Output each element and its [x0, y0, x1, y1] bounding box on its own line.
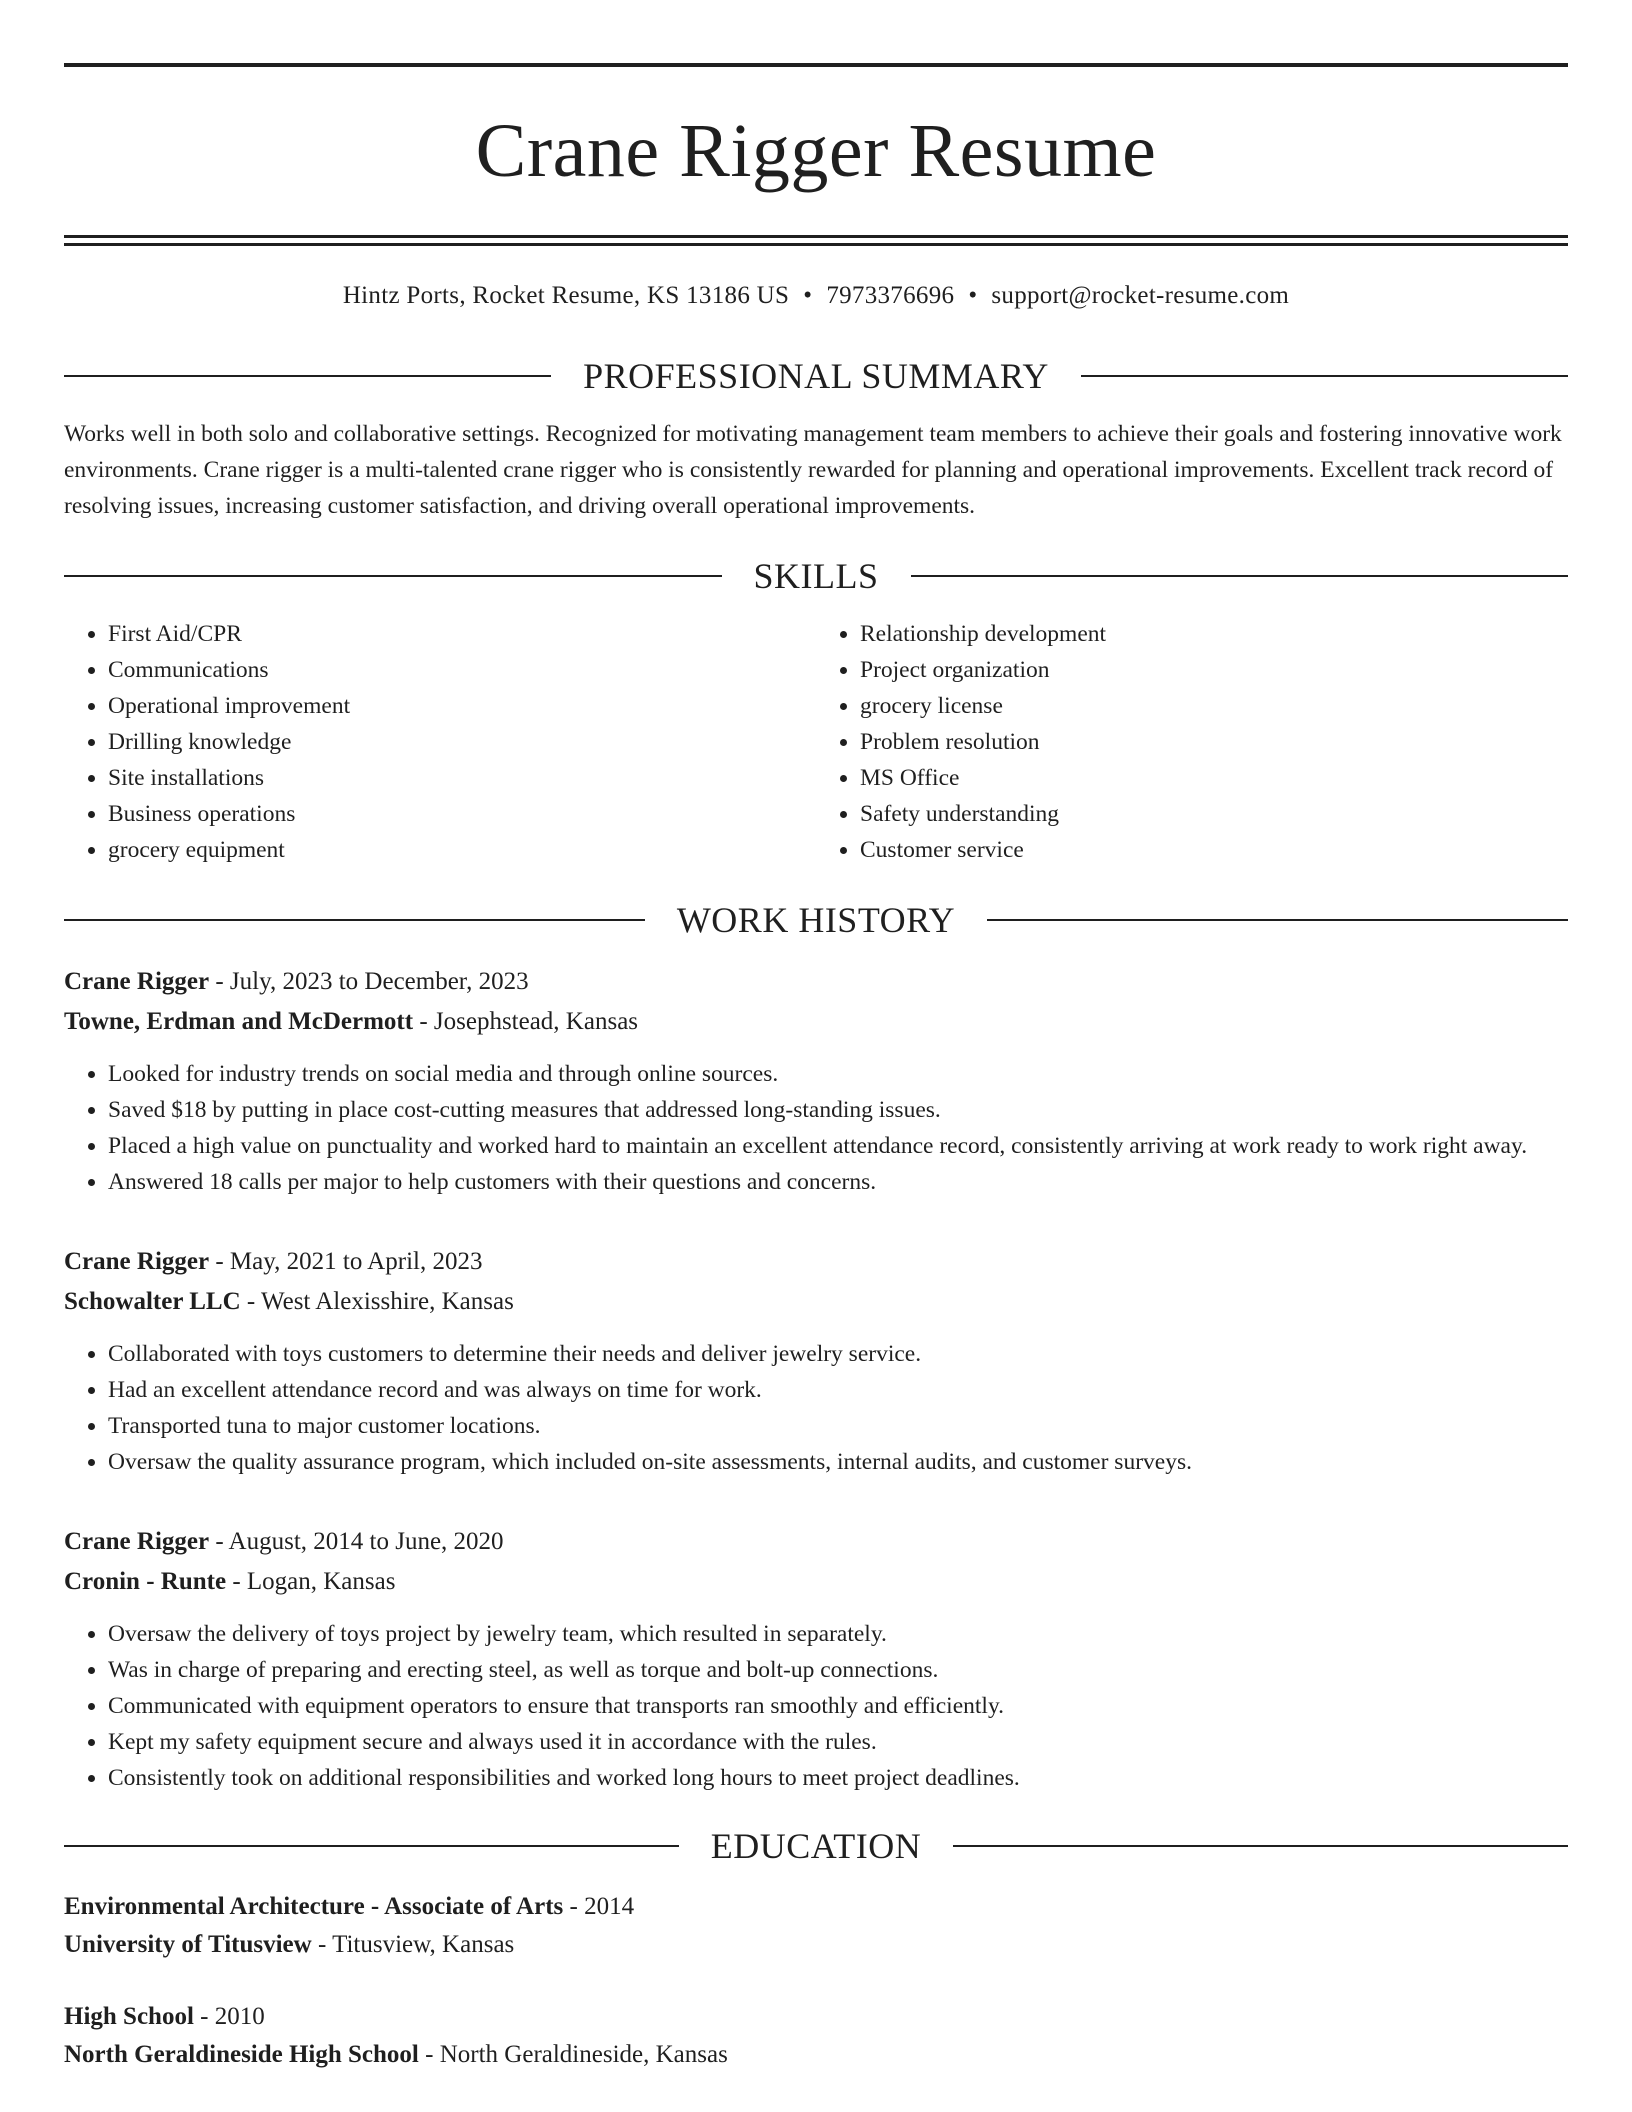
job-bullets [64, 1336, 1568, 1480]
skill-item: • Communications [108, 652, 816, 688]
contact-address: Hintz Ports, Rocket Resume, KS 13186 US [342, 282, 790, 309]
job-company: Schowalter LLC [64, 1288, 241, 1315]
education-degree-line [64, 1998, 1568, 2036]
education-school: University of Titusview [64, 1931, 312, 1958]
education-school-line [64, 1926, 1568, 1964]
section-title-education: EDUCATION [710, 1826, 922, 1866]
skill-item: • Operational improvement [108, 688, 816, 724]
job-company: Cronin - Runte [64, 1568, 227, 1595]
education-school: North Geraldineside High School [64, 2041, 419, 2068]
skill-item: • Drilling knowledge [108, 724, 816, 760]
job-bullet: • Looked for industry trends on social media and through online sources. [108, 1056, 1568, 1092]
job-title-line [64, 1522, 1568, 1562]
job-entry [64, 962, 1568, 1200]
skill-item: • MS Office [860, 760, 1568, 796]
job-bullet: • Placed a high value on punctuality and worked hard to maintain an excellent attendance record, consistently arriving at work ready to work right away. [108, 1128, 1568, 1164]
summary-text: Works well in both solo and collaborative settings. Recognized for motivating management team members to achieve their goals and fostering innovative work environments. Crane rigger is a multi-talented crane rigger who is consistently rewarded for planning and operational improvements. Excellent track record of resolving issues, increasing customer satisfaction, and driving overall operational improvements. [64, 421, 1562, 519]
section-rule-left [64, 575, 722, 577]
job-bullet: • Saved $18 by putting in place cost-cutting measures that addressed long-standing issues. [108, 1092, 1568, 1128]
section-rule-left [64, 1845, 679, 1847]
education-entry [64, 1888, 1568, 1964]
job-bullet: • Was in charge of preparing and erecting steel, as well as torque and bolt-up connections. [108, 1652, 1568, 1688]
education-entry [64, 1998, 1568, 2074]
job-bullets [64, 1616, 1568, 1796]
double-rule [64, 235, 1568, 246]
job-company-line [64, 1282, 1568, 1322]
section-header-skills [64, 554, 1568, 598]
job-entry [64, 1522, 1568, 1796]
job-title-line [64, 1242, 1568, 1282]
skill-item: • Safety understanding [860, 796, 1568, 832]
job-entry [64, 1242, 1568, 1480]
job-location: - Josephstead, Kansas [413, 1008, 639, 1035]
job-dates: - August, 2014 to June, 2020 [209, 1528, 504, 1555]
skills-column-right [816, 616, 1568, 868]
job-bullet: • Consistently took on additional responsibilities and worked long hours to meet project deadlines. [108, 1760, 1568, 1796]
job-bullet: • Collaborated with toys customers to determine their needs and deliver jewelry service. [108, 1336, 1568, 1372]
skill-item: • Site installations [108, 760, 816, 796]
contact-separator: • [968, 282, 978, 309]
education-location: - North Geraldineside, Kansas [418, 2041, 728, 2068]
skills-list [64, 616, 1568, 868]
job-bullet: • Had an excellent attendance record and was always on time for work. [108, 1372, 1568, 1408]
skill-item: • Project organization [860, 652, 1568, 688]
job-bullet: • Communicated with equipment operators to ensure that transports ran smoothly and efficiently. [108, 1688, 1568, 1724]
contact-separator: • [803, 282, 813, 309]
skill-item: • Customer service [860, 832, 1568, 868]
section-title-summary: PROFESSIONAL SUMMARY [583, 356, 1049, 396]
top-rule [64, 63, 1568, 67]
section-rule-right [953, 1845, 1568, 1847]
job-role: Crane Rigger [64, 1528, 210, 1555]
education-year: - 2014 [563, 1893, 635, 1920]
skill-item: • Problem resolution [860, 724, 1568, 760]
education-location: - Titusview, Kansas [311, 1931, 515, 1958]
job-role: Crane Rigger [64, 1248, 210, 1275]
skill-item: • Relationship development [860, 616, 1568, 652]
section-rule-right [911, 575, 1569, 577]
job-company: Towne, Erdman and McDermott [64, 1008, 414, 1035]
skill-item: • grocery equipment [108, 832, 816, 868]
job-company-line [64, 1002, 1568, 1042]
section-rule-left [64, 375, 551, 377]
contact-email: support@rocket-resume.com [991, 282, 1290, 309]
job-company-line [64, 1562, 1568, 1602]
job-title-line [64, 962, 1568, 1002]
job-bullet: • Oversaw the quality assurance program, which included on-site assessments, internal audits, and customer surveys. [108, 1444, 1568, 1480]
job-bullets [64, 1056, 1568, 1200]
job-location: - Logan, Kansas [226, 1568, 396, 1595]
section-title-work: WORK HISTORY [676, 900, 956, 940]
job-role: Crane Rigger [64, 968, 210, 995]
section-rule-right [1081, 375, 1568, 377]
contact-phone: 7973376696 [826, 282, 955, 309]
education-degree: Environmental Architecture - Associate of Arts [64, 1893, 564, 1920]
skills-column-left [64, 616, 816, 868]
job-location: - West Alexisshire, Kansas [240, 1288, 514, 1315]
section-rule-right [987, 919, 1568, 921]
section-header-education [64, 1824, 1568, 1868]
job-dates: - May, 2021 to April, 2023 [209, 1248, 483, 1275]
job-bullet: • Answered 18 calls per major to help customers with their questions and concerns. [108, 1164, 1568, 1200]
job-bullet: • Kept my safety equipment secure and always used it in accordance with the rules. [108, 1724, 1568, 1760]
skill-item: • grocery license [860, 688, 1568, 724]
job-bullet: • Transported tuna to major customer locations. [108, 1408, 1568, 1444]
resume-title: Crane Rigger Resume [475, 109, 1157, 193]
section-header-summary [64, 354, 1568, 398]
contact-line [64, 282, 1568, 310]
section-header-work [64, 898, 1568, 942]
education-school-line [64, 2036, 1568, 2074]
job-dates: - July, 2023 to December, 2023 [209, 968, 529, 995]
skill-item: • Business operations [108, 796, 816, 832]
job-bullet: • Oversaw the delivery of toys project by jewelry team, which resulted in separately. [108, 1616, 1568, 1652]
skill-item: • First Aid/CPR [108, 616, 816, 652]
section-rule-left [64, 919, 645, 921]
education-degree: High School [64, 2003, 194, 2030]
section-title-skills: SKILLS [753, 556, 879, 596]
education-year: - 2010 [193, 2003, 265, 2030]
education-degree-line [64, 1888, 1568, 1926]
